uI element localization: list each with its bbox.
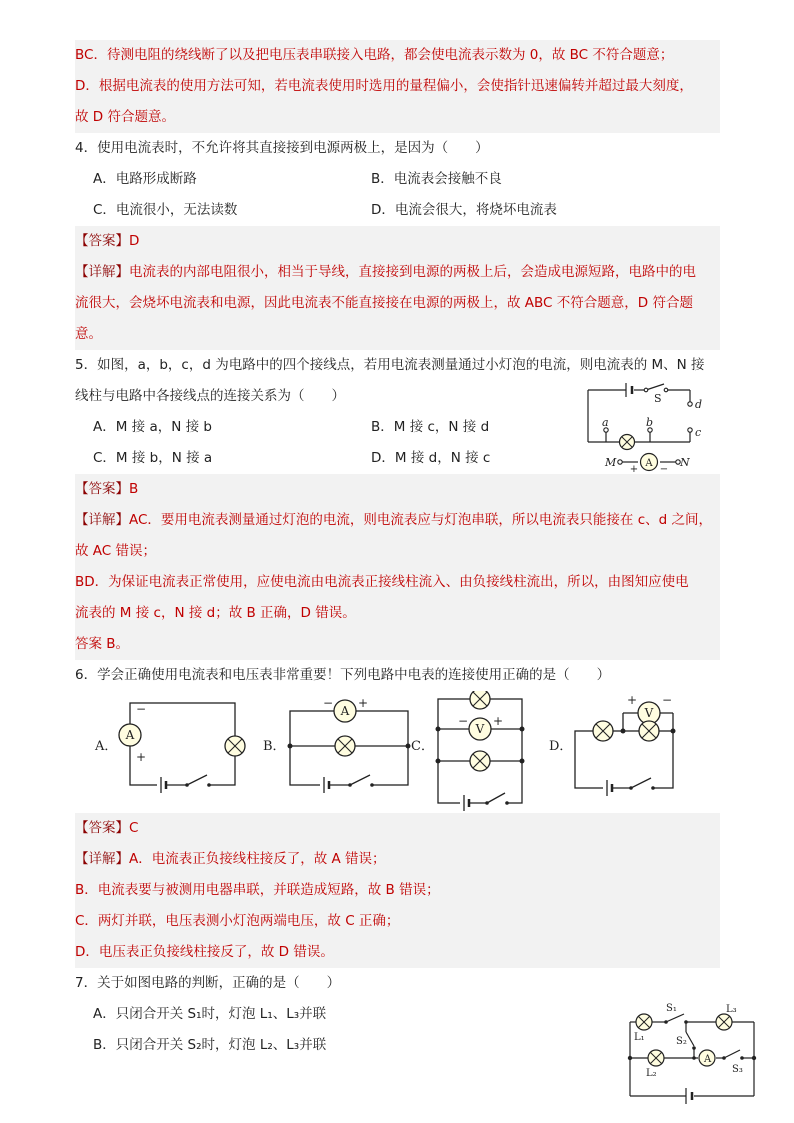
q5-detail-line5: 答案 B。 [75, 636, 130, 652]
q7-option-b: B．只闭合开关 S₂时，灯泡 L₂、L₃并联 [93, 1037, 327, 1053]
q6c-minus: − [457, 714, 469, 728]
q6-fig-label-c: C． [411, 739, 434, 754]
q7-option-a: A．只闭合开关 S₁时，灯泡 L₁、L₃并联 [93, 1006, 327, 1022]
q5-stem-line2: 线柱与电路中各接线点的连接关系为（ ） [75, 388, 345, 404]
q7-label-s1: S₁ [666, 1003, 677, 1014]
q5-label-a: a [602, 416, 609, 429]
q5-detail-line3: BD．为保证电流表正常使用，应使电流由电流表正接线柱流入、由负接线柱流出，所以，由图知应使电 [75, 574, 689, 590]
q6-answer: C [129, 820, 139, 836]
q6d-wire-loop [575, 731, 673, 788]
q6-circuit-figures [75, 691, 720, 813]
q7-circuit-figure [620, 1002, 770, 1120]
q5-detail-line4: 流表的 M 接 c，N 接 d；故 B 正确，D 错误。 [75, 605, 356, 621]
q6c-meter-letter: V [475, 722, 485, 736]
answer-label: 【答案】 [75, 820, 129, 836]
q6b-plus: + [357, 696, 369, 710]
q4-option-c: C．电流很小，无法读数 [93, 202, 238, 218]
q6b-meter-letter: A [340, 704, 350, 718]
q4-detail-line3: 意。 [75, 326, 102, 342]
q4-answer-line [75, 226, 720, 257]
q6-stem: 6．学会正确使用电流表和电压表非常重要！下列电路中电表的连接使用正确的是（ ） [75, 667, 611, 683]
q5-option-b: B．M 接 c，N 接 d [371, 419, 490, 435]
q6-fig-label-a: A． [95, 739, 118, 754]
q4-option-b: B．电流表会接触不良 [371, 171, 502, 187]
q5-detail-line2: 故 AC 错误； [75, 543, 157, 559]
q6a-minus: − [135, 702, 147, 716]
q4-answer-block [75, 226, 720, 350]
q5-label-b: b [646, 416, 654, 429]
q5-answer-block [75, 474, 720, 660]
q7-ammeter-letter: A [704, 1054, 712, 1065]
q4-options-row2 [75, 195, 720, 226]
q6d-minus: − [661, 693, 673, 707]
q6-detail-line4: D．电压表正负接线柱接反了，故 D 错误。 [75, 944, 334, 960]
q4-option-d: D．电流会很大，将烧坏电流表 [371, 202, 557, 218]
detail-label: 【详解】 [75, 264, 129, 280]
answer-label: 【答案】 [75, 233, 129, 249]
q5-option-d: D．M 接 d，N 接 c [371, 450, 491, 466]
q6-detail-line3: C．两灯并联，电压表测小灯泡两端电压，故 C 正确； [75, 913, 400, 929]
q3-detail-bc: BC．待测电阻的绕线断了以及把电压表串联接入电路，都会使电流表示数为 0，故 BC 不符合题意； [75, 47, 674, 63]
q6d-plus: + [626, 693, 638, 707]
q4-stem: 4．使用电流表时，不允许将其直接接到电源两极上，是因为（ ） [75, 140, 489, 156]
q5-label-n: N [680, 456, 690, 469]
q5-detail-line1 [75, 505, 720, 536]
answer-label: 【答案】 [75, 481, 129, 497]
q6c-lamp-top [470, 691, 490, 709]
detail-label: 【详解】 [75, 512, 129, 528]
q4-options-row1 [75, 164, 720, 195]
q3-detail-d-line2: 故 D 符合题意。 [75, 109, 175, 125]
q6a-plus: + [135, 750, 147, 764]
q5-label-c: c [695, 426, 702, 439]
q6-answer-line [75, 813, 720, 844]
q5-label-s: S [654, 392, 662, 405]
q5-circuit-figure [582, 380, 722, 476]
q7-label-s3: S₃ [732, 1064, 743, 1075]
q4-option-a: A．电路形成断路 [93, 171, 197, 187]
q3-explanation-block [75, 40, 720, 133]
q6c-plus: + [492, 714, 504, 728]
q6-detail-line2: B．电流表要与被测用电器串联，并联造成短路，故 B 错误； [75, 882, 440, 898]
q7-label-s2: S₂ [676, 1036, 687, 1047]
q6-fig-label-d: D． [549, 739, 573, 754]
q5-ammeter-minus: − [659, 464, 669, 475]
q6-figures [75, 691, 720, 813]
q6d-meter-letter: V [644, 706, 654, 720]
q5-answer: B [129, 481, 139, 497]
q6-detail-text1: A．电流表正负接线柱接反了，故 A 错误； [129, 851, 386, 867]
q5-option-c: C．M 接 b，N 接 a [93, 450, 213, 466]
q6-detail-line1 [75, 844, 720, 875]
q3-detail-d-line1: D．根据电流表的使用方法可知，若电流表使用时选用的量程偏小，会使指针迅速偏转并超过最大刻度， [75, 78, 693, 94]
detail-label: 【详解】 [75, 851, 129, 867]
q5-label-d: d [695, 398, 703, 411]
q6-fig-label-b: B． [263, 739, 286, 754]
q5-answer-line [75, 474, 720, 505]
q4-detail-line1 [75, 257, 720, 288]
q5-stem-line1: 5．如图，a，b，c，d 为电路中的四个接线点，若用电流表测量通过小灯泡的电流，则电流表的 M、N 接 [75, 357, 705, 373]
q7-label-l1: L₁ [634, 1032, 645, 1043]
q4-answer: D [129, 233, 140, 249]
q5-ammeter-plus: + [629, 464, 639, 475]
q6b-minus: − [322, 696, 334, 710]
q7-label-l3: L₃ [726, 1004, 737, 1015]
q5-detail-text1: AC．要用电流表测量通过灯泡的电流，则电流表应与灯泡串联，所以电流表只能接在 c、d 之间， [129, 512, 712, 528]
q6-answer-block [75, 813, 720, 968]
q5-option-a: A．M 接 a，N 接 b [93, 419, 212, 435]
q7-stem: 7．关于如图电路的判断，正确的是（ ） [75, 975, 341, 991]
q7-label-l2: L₂ [646, 1068, 657, 1079]
q4-detail-text1: 电流表的内部电阻很小，相当于导线，直接接到电源的两极上后，会造成电源短路，电路中的电 [129, 264, 696, 280]
q5-ammeter-letter: A [645, 458, 653, 469]
document-page [75, 40, 720, 1061]
q4-detail-line2: 流很大，会烧坏电流表和电源，因此电流表不能直接接在电源的两极上，故 ABC 不符合题意，D 符合题 [75, 295, 693, 311]
q5-label-m: M [605, 456, 617, 469]
q6a-meter-letter: A [125, 728, 135, 742]
